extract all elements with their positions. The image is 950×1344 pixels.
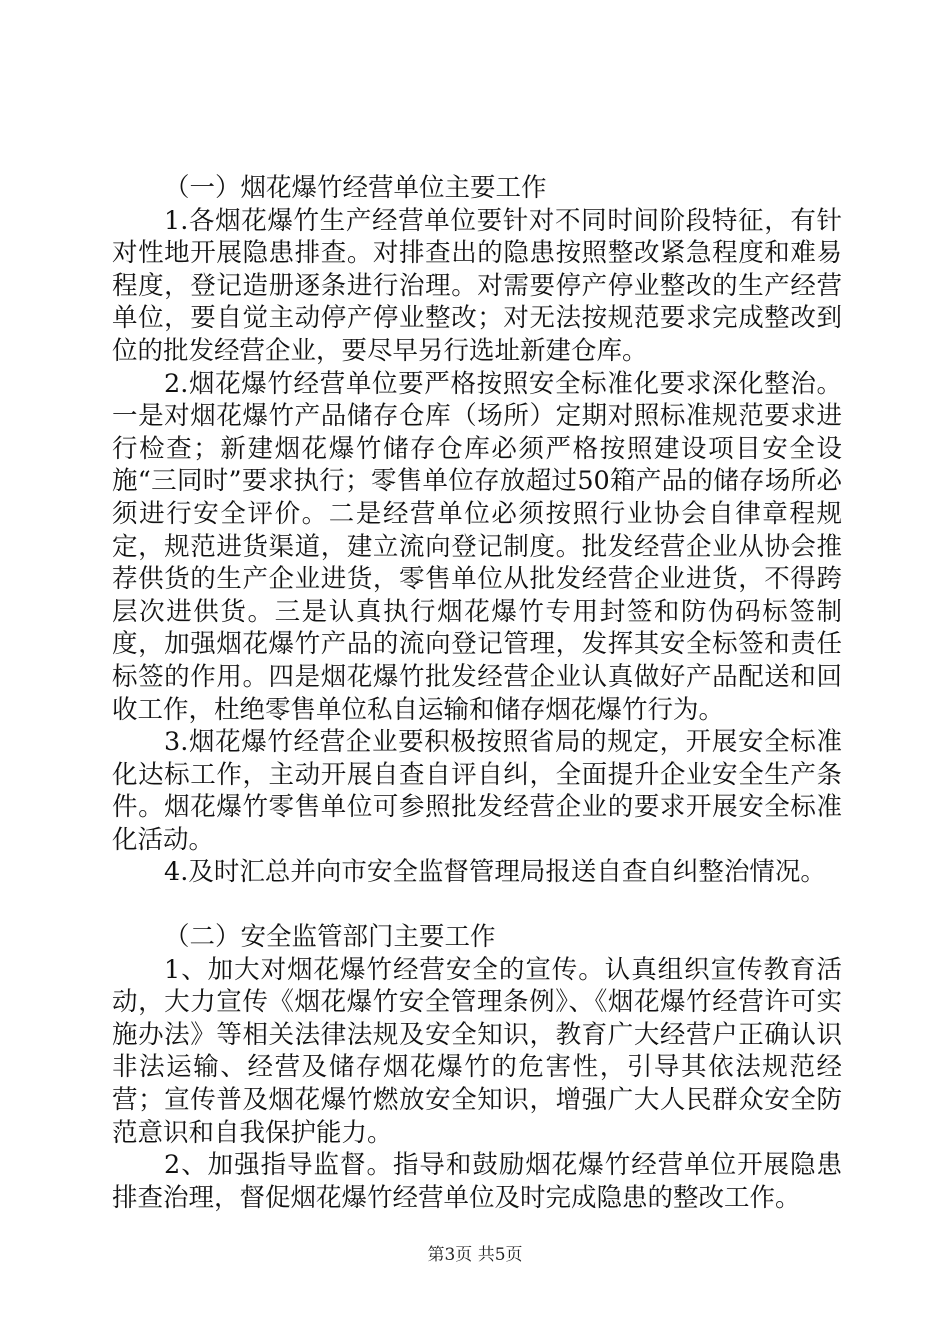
paragraph: 2、加强指导监督。指导和鼓励烟花爆竹经营单位开展隐患排查治理，督促烟花爆竹经营单位及时完成隐患的整改工作。	[112, 1150, 842, 1213]
section-2	[112, 921, 842, 1214]
paragraph: 3.烟花爆竹经营企业要积极按照省局的规定，开展安全标准化达标工作，主动开展自查自评自纠，全面提升企业安全生产条件。烟花爆竹零售单位可参照批发经营企业的要求开展安全标准化活动。	[112, 727, 842, 855]
section-heading: （二）安全监管部门主要工作	[164, 922, 496, 953]
paragraph: 1.各烟花爆竹生产经营单位要针对不同时间阶段特征，有针对性地开展隐患排查。对排查出的隐患按照整改紧急程度和难易程度，登记造册逐条进行治理。对需要停产停业整改的生产经营单位，要自觉主动停产停业整改；对无法按规范要求完成整改到位的批发经营企业，要尽早另行选址新建仓库。	[112, 205, 842, 366]
section-heading: （一）烟花爆竹经营单位主要工作	[164, 173, 547, 203]
paragraph: 1、加大对烟花爆竹经营安全的宣传。认真组织宣传教育活动，大力宣传《烟花爆竹安全管理条例》、《烟花爆竹经营许可实施办法》等相关法律法规及安全知识，教育广大经营户正确认识非法运输、经营及储存烟花爆竹的危害性，引导其依法规范经营；宣传普及烟花爆竹燃放安全知识，增强广大人民群众安全防范意识和自我保护能力。	[112, 954, 842, 1148]
page-number-footer: 第3页 共5页	[427, 1245, 523, 1265]
document-body	[112, 172, 842, 1214]
paragraph: 2.烟花爆竹经营单位要严格按照安全标准化要求深化整治。一是对烟花爆竹产品储存仓库（场所）定期对照标准规范要求进行检查；新建烟花爆竹储存仓库必须严格按照建设项目安全设施“三同时”要求执行；零售单位存放超过50箱产品的储存场所必须进行安全评价。二是经营单位必须按照行业协会自律章程规定，规范进货渠道，建立流向登记制度。批发经营企业从协会推荐供货的生产企业进货，零售单位从批发经营企业进货，不得跨层次进供货。三是认真执行烟花爆竹专用封签和防伪码标签制度，加强烟花爆竹产品的流向登记管理，发挥其安全标签和责任标签的作用。四是烟花爆竹批发经营企业认真做好产品配送和回收工作，杜绝零售单位私自运输和储存烟花爆竹行为。	[112, 368, 842, 725]
section-1	[112, 172, 842, 889]
paragraph: 4.及时汇总并向市安全监督管理局报送自查自纠整治情况。	[164, 857, 826, 888]
section-spacer	[112, 889, 842, 921]
